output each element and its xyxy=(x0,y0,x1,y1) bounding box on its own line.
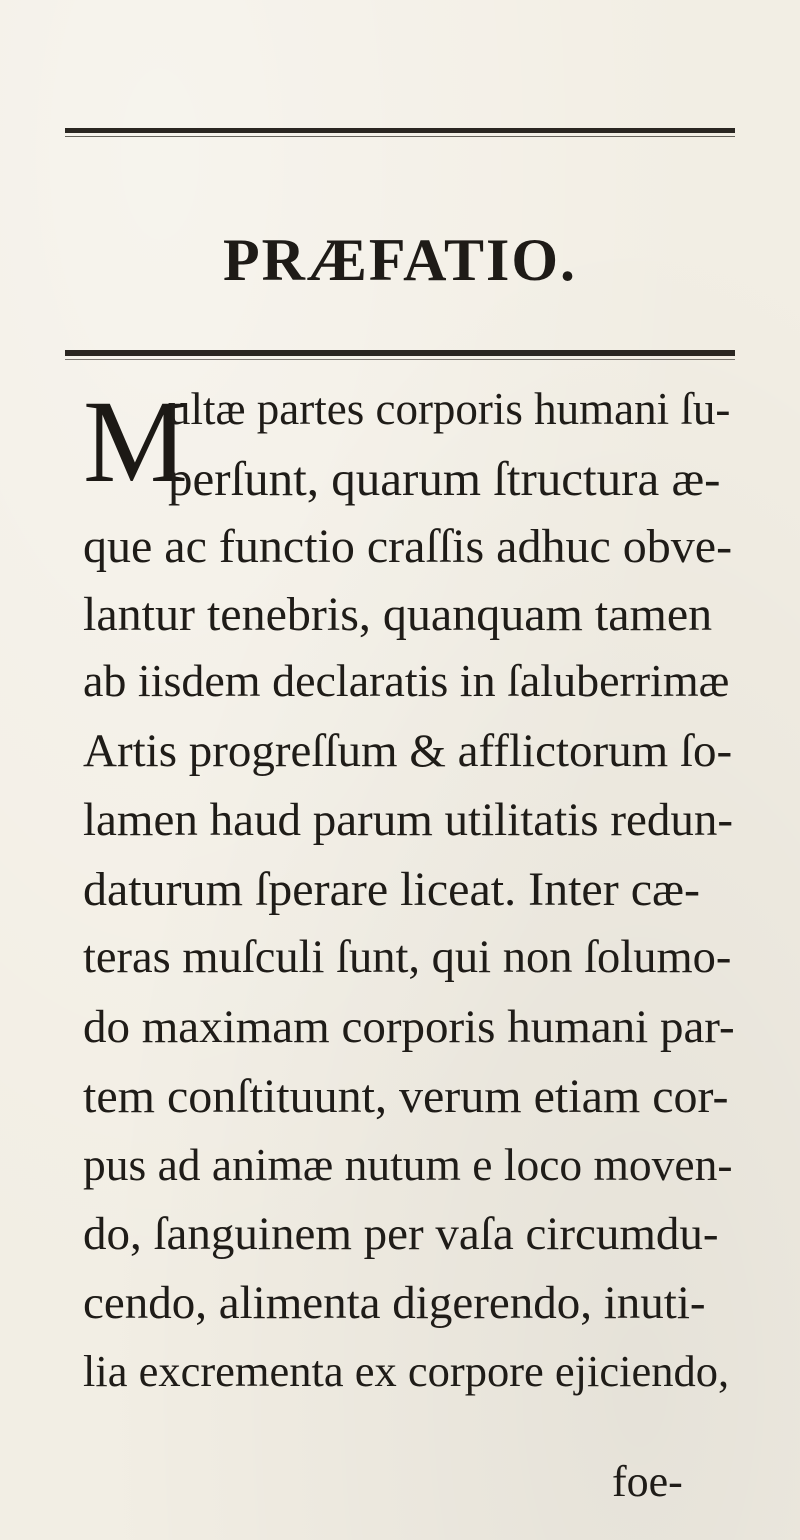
text-line: ultæ partes corporis humani ſu- xyxy=(168,384,731,434)
page-heading: PRÆFATIO. xyxy=(222,227,578,293)
text-line: lamen haud parum utilitatis redun- xyxy=(83,794,733,846)
drop-cap: M xyxy=(83,376,188,507)
text-line: perſunt, quarum ſtructura æ- xyxy=(168,451,721,506)
text-line: do, ſanguinem per vaſa circumdu- xyxy=(83,1208,719,1260)
text-line: pus ad animæ nutum e loco moven- xyxy=(83,1139,733,1190)
text-line: lantur tenebris, quanquam tamen xyxy=(83,588,713,641)
text-line: daturum ſperare liceat. Inter cæ- xyxy=(83,863,701,916)
text-line: Artis progreſſum & afflictorum ſo- xyxy=(83,725,733,777)
text-line: teras muſculi ſunt, qui non ſolumo- xyxy=(83,932,732,983)
text-line: do maximam corporis humani par- xyxy=(83,1001,735,1053)
text-line: ab iisdem declaratis in ſaluberrimæ xyxy=(83,655,730,706)
catchword: foe- xyxy=(612,1457,683,1506)
text-line: que ac functio craſſis adhuc obve- xyxy=(83,520,733,573)
text-line: tem conſtituunt, verum etiam cor- xyxy=(83,1070,729,1123)
text-line: cendo, alimenta digerendo, inuti- xyxy=(83,1277,706,1329)
text-line: lia excrementa ex corpore ejiciendo, xyxy=(83,1346,730,1396)
